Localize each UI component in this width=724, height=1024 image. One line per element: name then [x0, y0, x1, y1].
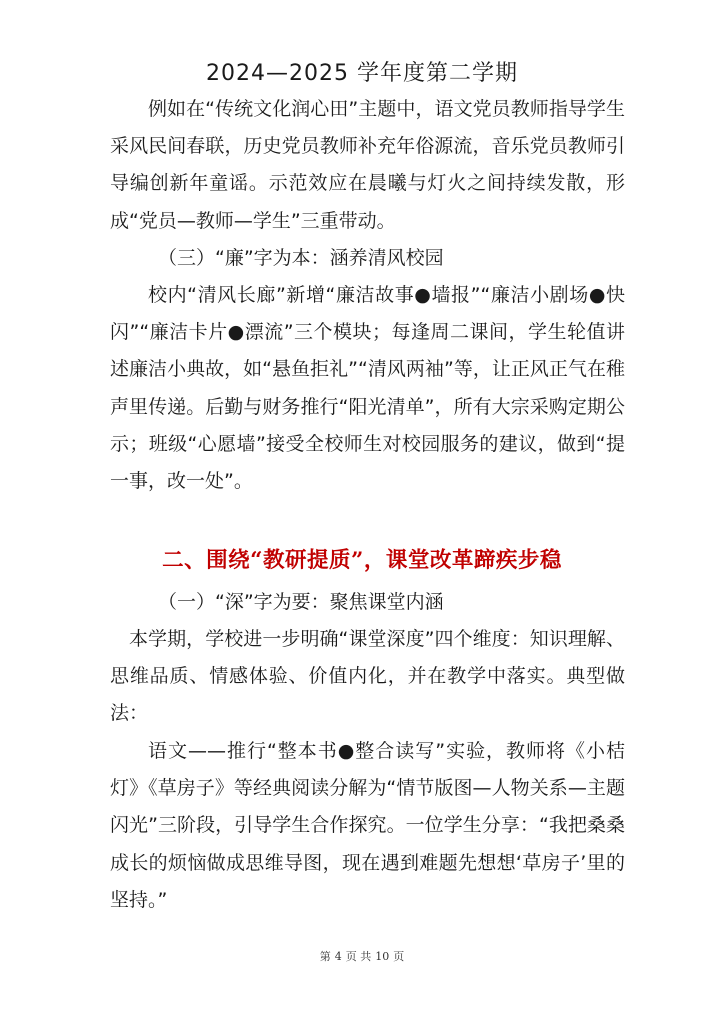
paragraph-classroom-depth: 本学期，学校进一步明确“课堂深度”四个维度：知识理解、思维品质、情感体验、价值内化，并在教学中落实。典型做法： [110, 628, 625, 725]
paragraph-chinese-reading: 语文——推行“整本书●整合读写”实验，教师将《小桔灯》《草房子》等经典阅读分解为“情节版图—人物关系—主题闪光”三阶段，引导学生合作探究。一位学生分享：“我把桑桑成长的烦恼做成思维导图，现在遇到难题先想想‘草房子’里的坚持。” [110, 740, 625, 911]
paragraph-party-example: 例如在“传统文化润心田”主题中，语文党员教师指导学生采风民间春联，历史党员教师补充年俗源流，音乐党员教师引导编创新年童谣。示范效应在晨曦与灯火之间持续发散，形成“党员—教师—学生”三重带动。 [110, 98, 625, 232]
page-footer [0, 948, 724, 964]
footer-middle: 页 共 [345, 950, 372, 963]
footer-prefix: 第 [319, 950, 331, 963]
page-header-title: 2024—2025 学年度第二学期 [206, 61, 518, 86]
footer-total-pages: 10 [375, 950, 390, 963]
subheading-lian: （三）“廉”字为本：涵养清风校园 [158, 247, 444, 269]
paragraph-qingfeng: 校内“清风长廊”新增“廉洁故事●墙报”“廉洁小剧场●快闪”“廉洁卡片●漂流”三个模块；每逢周二课间，学生轮值讲述廉洁小典故，如“悬鱼拒礼”“清风两袖”等，让正风正气在稚声里传递。后勤与财务推行“阳光清单”，所有大宗采购定期公示；班级“心愿墙”接受全校师生对校园服务的建议，做到“提一事，改一处”。 [110, 284, 625, 493]
footer-suffix: 页 [393, 950, 405, 963]
section-heading-teaching-research: 二、围绕“教研提质”，课堂改革蹄疾步稳 [162, 548, 562, 573]
subheading-shen: （一）“深”字为要：聚焦课堂内涵 [158, 591, 444, 613]
footer-page-number: 4 [334, 950, 342, 963]
